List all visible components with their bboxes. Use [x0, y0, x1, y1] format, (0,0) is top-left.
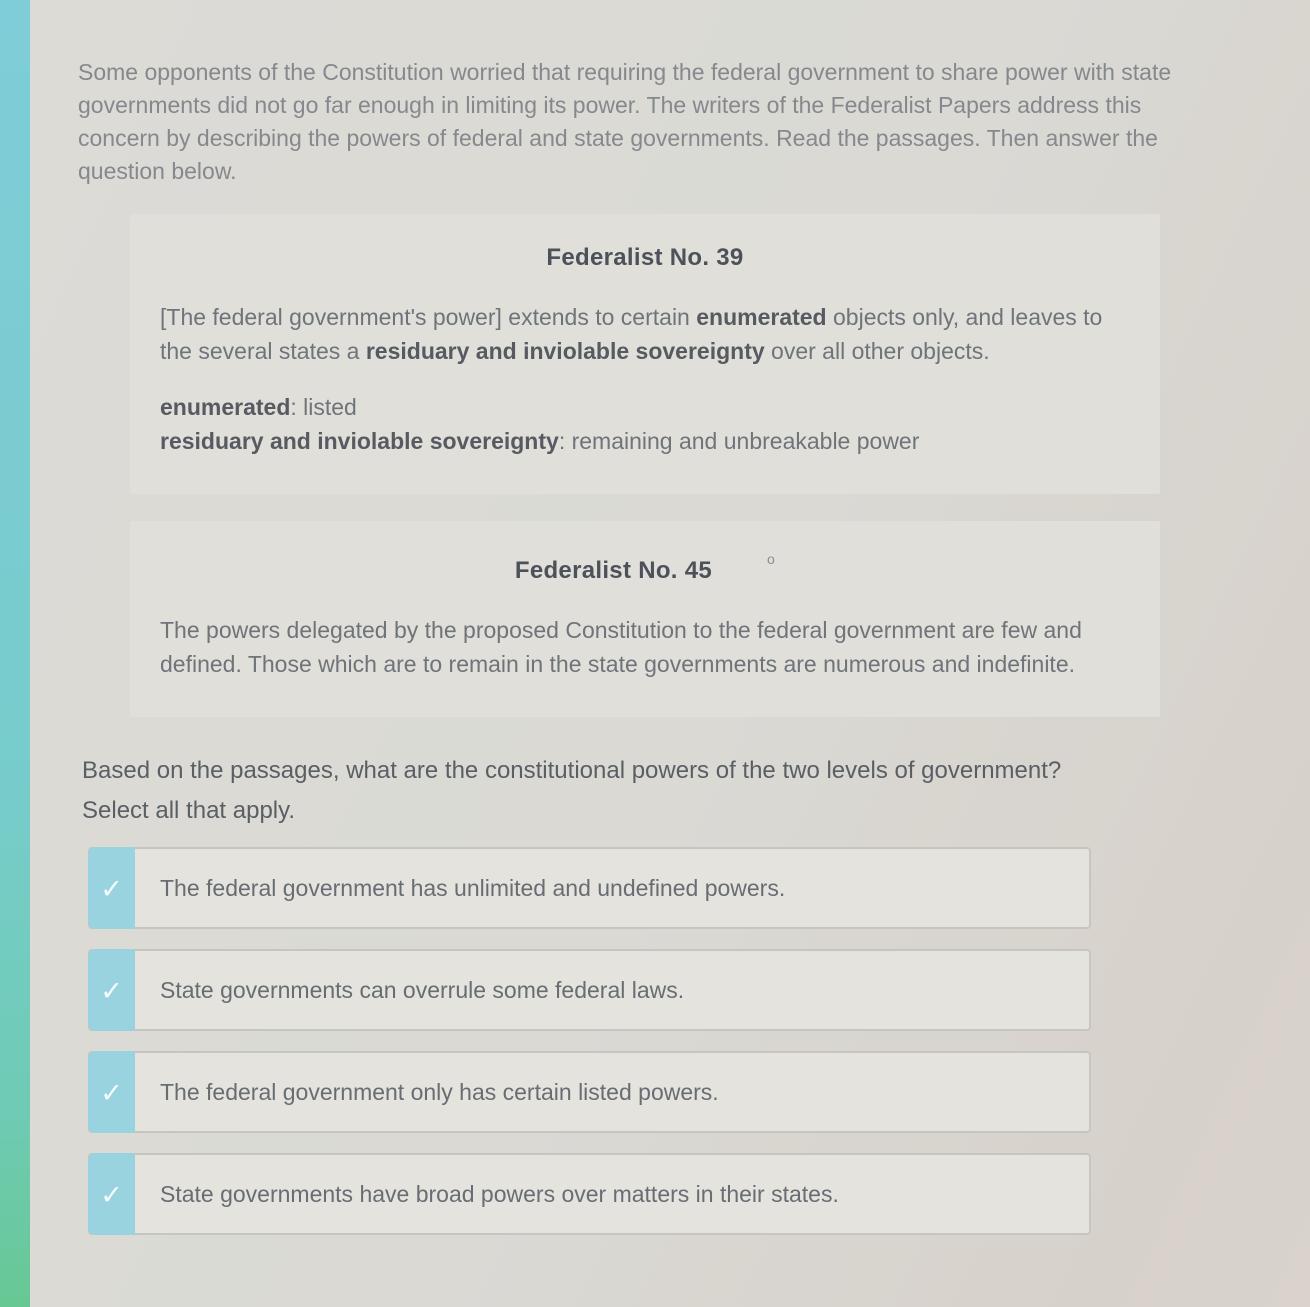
intro-text: Some opponents of the Constitution worried that requiring the federal government to share power with state governments did not go far enough in limiting its power. The writers of the Federalist Papers address this concern by describing the powers of federal and state governments. Read the passages. Then answer the question below. [78, 59, 1172, 184]
definition-term: enumerated [160, 394, 291, 420]
main-content [78, 0, 1228, 1255]
passage-45-body: The powers delegated by the proposed Constitution to the federal government are few and defined. Those which are to remain in the state governments are numerous and indefinite. [160, 617, 1082, 677]
checkbox-checked-2[interactable] [88, 949, 135, 1031]
checkmark-icon: ✓ [100, 1077, 123, 1108]
answer-option-2-label: State governments can overrule some federal laws. [160, 976, 685, 1003]
degree-mark: o [767, 551, 776, 567]
checkmark-icon: ✓ [100, 1179, 123, 1210]
checkmark-icon: ✓ [100, 873, 123, 904]
answer-option-1[interactable] [88, 847, 1091, 929]
passage-39-text-segment: [The federal government's power] extends to certain [160, 304, 697, 330]
passage-39-definitions [160, 390, 1130, 458]
definition-text: : remaining and unbreakable power [558, 428, 920, 454]
passage-card-federalist-39 [130, 214, 1160, 494]
passage-45-title-text: Federalist No. 45 [514, 557, 713, 584]
answer-option-4[interactable] [88, 1153, 1091, 1235]
passage-39-title: Federalist No. 39 [546, 244, 744, 271]
answer-option-3-label: The federal government only has certain listed powers. [160, 1078, 719, 1105]
passage-45-title [160, 551, 1130, 585]
question-text [82, 751, 1212, 831]
passage-39-body [160, 300, 1130, 368]
question-line-2: Select all that apply. [82, 797, 296, 824]
question-line-1: Based on the passages, what are the constitutional powers of the two levels of government? [82, 757, 1062, 784]
checkbox-checked-1[interactable] [88, 847, 135, 929]
checkbox-checked-3[interactable] [88, 1051, 135, 1133]
answer-option-1-label: The federal government has unlimited and undefined powers. [160, 874, 786, 901]
passage-39-bold-term: enumerated [696, 304, 827, 330]
passage-39-text-segment: over all other objects. [764, 338, 990, 364]
left-accent-stripe [0, 0, 30, 1307]
answer-option-4-label: State governments have broad powers over matters in their states. [160, 1180, 839, 1207]
answer-options-list [88, 847, 1228, 1235]
checkbox-checked-4[interactable] [88, 1153, 135, 1235]
passage-39-bold-term: residuary and inviolable sovereignty [365, 338, 765, 364]
definition-term: residuary and inviolable sovereignty [160, 428, 559, 454]
checkmark-icon: ✓ [100, 975, 123, 1006]
answer-option-3[interactable] [88, 1051, 1091, 1133]
passage-card-federalist-45 [130, 521, 1160, 717]
definition-text: : listed [290, 394, 357, 420]
passage-39-text-segment: objects only, and leaves to the several states a [160, 304, 1103, 364]
answer-option-2[interactable] [88, 949, 1091, 1031]
